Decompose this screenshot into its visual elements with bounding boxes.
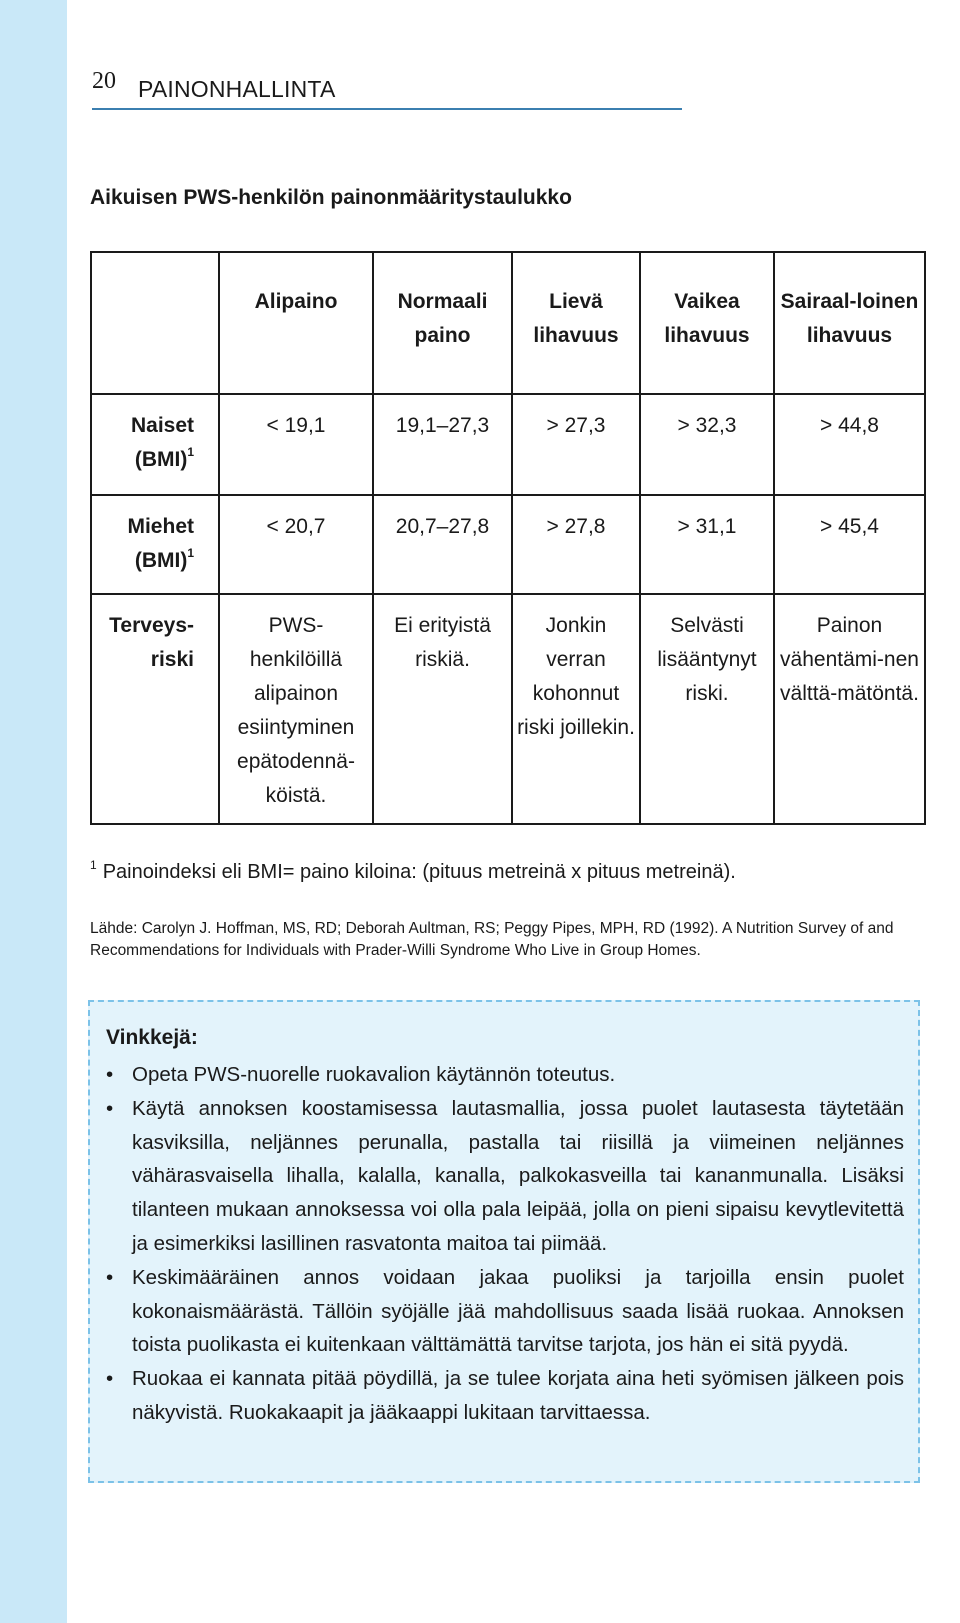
list-item-text: Opeta PWS-nuorelle ruokavalion käytännön toteutus. (132, 1063, 616, 1086)
table-corner-cell (91, 252, 219, 394)
row-label-miehet (91, 495, 219, 594)
table-cell: > 32,3 (640, 394, 774, 495)
side-color-strip (0, 0, 67, 1623)
section-title: PAINONHALLINTA (138, 76, 336, 102)
table-cell: > 27,8 (512, 495, 640, 594)
table-row-naiset (91, 394, 925, 495)
table-cell: < 20,7 (219, 495, 373, 594)
row-label-footnote-marker: 1 (187, 445, 194, 459)
table-cell: < 19,1 (219, 394, 373, 495)
bmi-table (90, 251, 926, 825)
table-footnote (90, 858, 920, 884)
table-cell: > 27,3 (512, 394, 640, 495)
list-item (106, 1362, 904, 1430)
table-title: Aikuisen PWS-henkilön painonmääritystaulukko (90, 186, 572, 209)
footnote-text: Painoindeksi eli BMI= paino kiloina: (pituus metreinä x pituus metreinä). (102, 861, 736, 883)
table-cell: > 44,8 (774, 394, 925, 495)
table-cell: PWS-henkilöillä alipainon esiintyminen epätodennä-köistä. (219, 594, 373, 824)
table-cell: > 45,4 (774, 495, 925, 594)
bullet-icon: • (106, 1063, 114, 1086)
table-cell: Selvästi lisääntynyt riski. (640, 594, 774, 824)
list-item-text: Keskimääräinen annos voidaan jakaa puoliksi ja tarjoilla ensin puolet kokonaismäärästä. Tällöin syöjälle jää mahdollisuus saada lisää ruokaa. Annoksen toista puolikasta ei kuitenkaan välttämättä tarvitse tarjota, jos hän ei sitä pyydä. (132, 1265, 904, 1357)
bullet-icon: • (106, 1367, 114, 1391)
list-item-text: Ruokaa ei kannata pitää pöydillä, ja se tulee korjata aina heti syömisen jälkeen pois näkyvistä. Ruokakaapit ja jääkaappi lukitaan tarvittaessa. (132, 1367, 904, 1424)
table-cell: 20,7–27,8 (373, 495, 512, 594)
page-header (92, 66, 682, 110)
row-label-text: Naiset (BMI) (130, 414, 194, 471)
bullet-icon: • (106, 1096, 114, 1120)
list-item (106, 1058, 904, 1092)
table-cell: 19,1–27,3 (373, 394, 512, 495)
table-cell: Ei erityistä riskiä. (373, 594, 512, 824)
table-row-terveysriski (91, 594, 925, 824)
column-header-vaikea-lihavuus: Vaikea lihavuus (640, 252, 774, 394)
tips-box (88, 1000, 920, 1483)
column-header-alipaino: Alipaino (219, 252, 373, 394)
table-cell: Painon vähentämi-nen välttä-mätöntä. (774, 594, 925, 824)
column-header-lieva-lihavuus: Lievä lihavuus (512, 252, 640, 394)
row-label-naiset (91, 394, 219, 495)
row-label-text: Miehet (BMI) (127, 515, 194, 572)
bullet-icon: • (106, 1265, 114, 1289)
row-label-text: Terveys-riski (109, 614, 194, 671)
row-label-terveysriski (91, 594, 219, 824)
row-label-footnote-marker: 1 (187, 546, 194, 560)
table-header-row (91, 252, 925, 394)
list-item (106, 1261, 904, 1362)
column-header-sairaalloinen-lihavuus: Sairaal-loinen lihavuus (774, 252, 925, 394)
list-item-text: Käytä annoksen koostamisessa lautasmallia, jossa puolet lautasesta täytetään kasviksilla, neljännes perunalla, pastalla tai riisillä ja viimeinen neljännes vähärasvaisella lihalla, kalalla, kanalla, palkokasveilla tai kananmunalla. Lisäksi tilanteen mukaan annoksessa voi olla pala leipää, jolla on pieni sipaisu kevytlevitettä ja esimerkiksi lasillinen rasvatonta maitoa tai piimää. (132, 1096, 904, 1255)
tips-list (106, 1058, 904, 1430)
footnote-marker: 1 (90, 858, 97, 872)
table-cell: > 31,1 (640, 495, 774, 594)
table-cell: Jonkin verran kohonnut riski joillekin. (512, 594, 640, 824)
source-citation: Lähde: Carolyn J. Hoffman, MS, RD; Deborah Aultman, RS; Peggy Pipes, MPH, RD (1992). A Nutrition Survey of and Recommendations for Individuals with Prader-Willi Syndrome Who Live in Group Homes. (90, 920, 894, 959)
page-number: 20 (92, 68, 116, 94)
tips-title: Vinkkejä: (106, 1026, 198, 1049)
table-row-miehet (91, 495, 925, 594)
column-header-normaali-paino: Normaali paino (373, 252, 512, 394)
list-item (106, 1092, 904, 1261)
